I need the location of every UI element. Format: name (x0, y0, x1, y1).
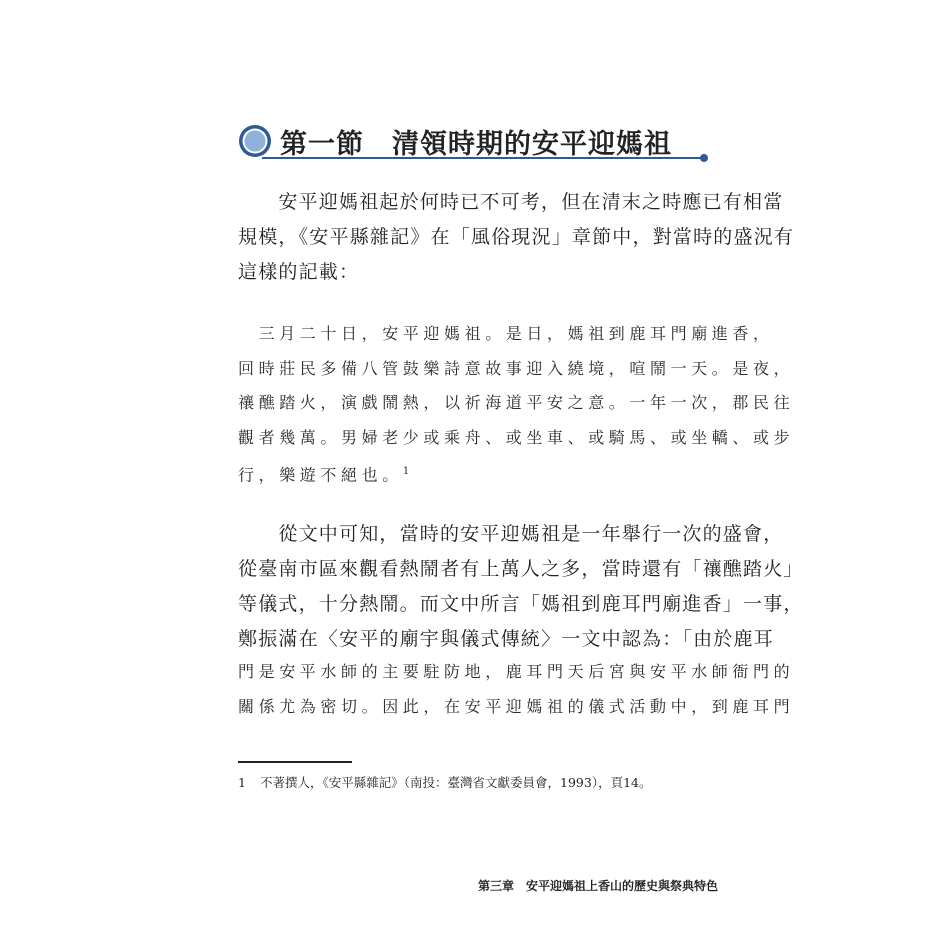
quoted-line: 門是安平水師的主要駐防地，鹿耳門天后宮與安平水師衙門的 (238, 662, 795, 681)
body-line: 等儀式，十分熱鬧。而文中所言「媽祖到鹿耳門廟進香」一事， (238, 593, 804, 615)
body-line: 從文中可知，當時的安平迎媽祖是一年舉行一次的盛會， (238, 523, 784, 545)
footnote-item (238, 773, 651, 791)
footnote-divider (238, 761, 352, 763)
running-footer: 第三章 安平迎媽祖上香山的歷史與祭典特色 (477, 879, 718, 893)
footnote-number: 1 (238, 775, 246, 790)
section-title: 第一節 清領時期的安平迎媽祖 (280, 129, 672, 160)
body-line: 從臺南市區來觀看熱鬧者有上萬人之多，當時還有「禳醮踏火」 (238, 558, 804, 580)
quotation-block (238, 317, 795, 493)
intro-line: 安平迎媽祖起於何時已不可考，但在清末之時應已有相當 (238, 191, 784, 213)
body-paragraph-quoted (238, 655, 795, 724)
quotation-line: 三月二十日，安平迎媽祖。是日，媽祖到鹿耳門廟進香， (238, 324, 774, 343)
quotation-line: 禳醮踏火，演戲鬧熱，以祈海道平安之意。一年一次，郡民往 (238, 393, 795, 412)
footnote-marker[interactable]: 1 (402, 466, 410, 477)
quotation-line: 觀者幾萬。男婦老少或乘舟、或坐車、或騎馬、或坐轎、或步 (238, 427, 795, 447)
quotation-line-last (238, 455, 718, 493)
body-line: 鄭振滿在〈安平的廟宇與儀式傳統〉一文中認為：「由於鹿耳 (238, 628, 774, 650)
quotation-line: 行，樂遊不絕也。 (238, 465, 403, 485)
quotation-line: 回時莊民多備八管鼓樂詩意故事迎入繞境，喧鬧一天。是夜， (238, 358, 795, 378)
intro-paragraph (238, 185, 795, 290)
heading-underline (262, 154, 710, 164)
quoted-line: 關係尤為密切。因此，在安平迎媽祖的儀式活動中，到鹿耳門 (238, 696, 795, 716)
body-paragraph (238, 517, 804, 657)
circle-badge-icon (238, 124, 272, 158)
footnote-text: 不著撰人，《安平縣雜記》（南投：臺灣省文獻委員會，1993），頁14。 (260, 775, 652, 790)
intro-line: 這樣的記載： (238, 261, 360, 283)
intro-line: 規模，《安平縣雜記》在「風俗現況」章節中，對當時的盛況有 (238, 226, 795, 248)
section-heading (238, 120, 710, 164)
